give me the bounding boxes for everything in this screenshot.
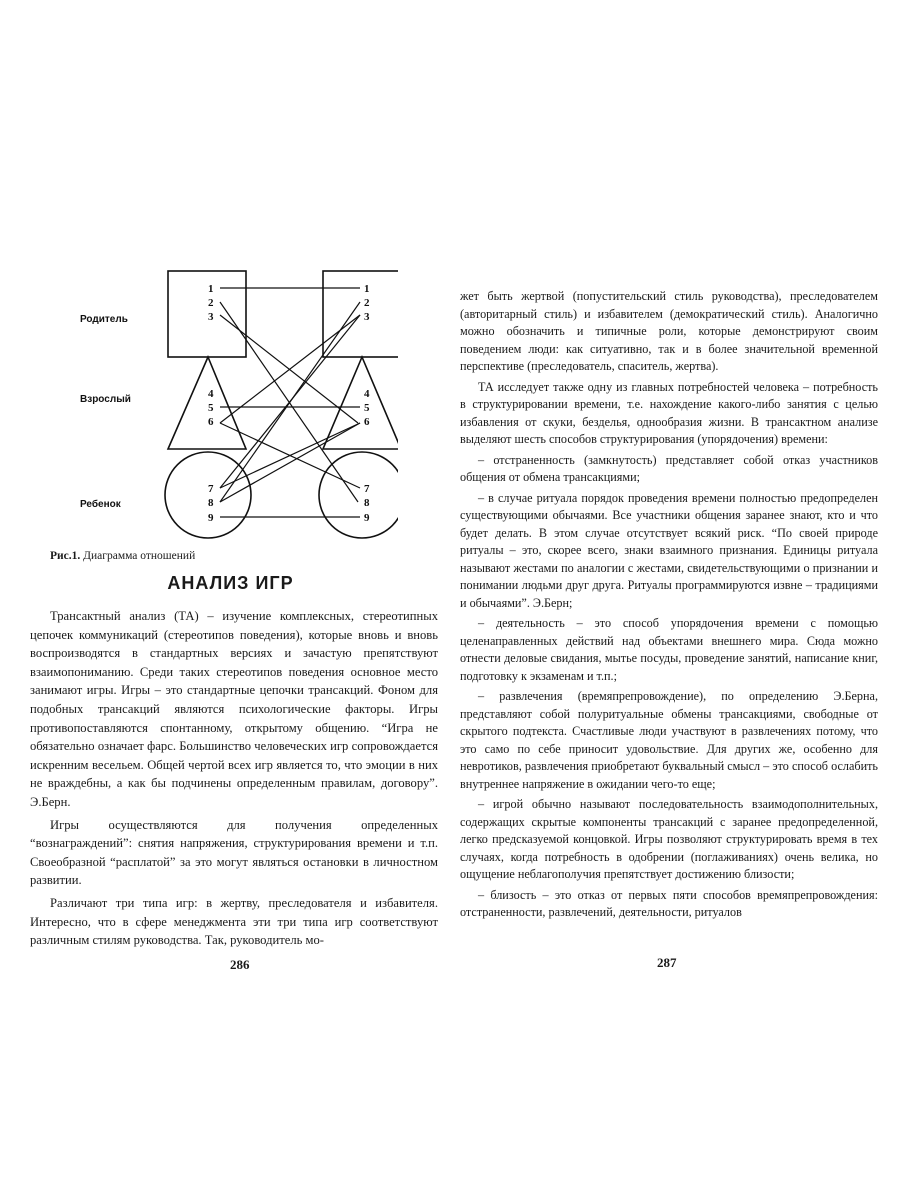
left-num-3: 3 — [208, 311, 214, 323]
left-text — [30, 607, 438, 954]
left-num-1: 1 — [208, 283, 214, 295]
level-label-adult: Взрослый — [80, 394, 131, 405]
left-num-9: 9 — [208, 512, 214, 524]
paragraph: Различают три типа игр: в жертву, преследователя и избавителя. Интересно, что в сфере менеджмента эти три типа игр соответствуют различным стилям руководства. Так, руководитель мо- — [30, 895, 438, 948]
paragraph: жет быть жертвой (попустительский стиль руководства), преследователем (авторитарный стиль) и избавителем (демократический стиль). Аналогично можно обозначить и типичные роли, которые демонстрируют своим поведением люди: как ситуативно, так и в более значительной временной перспективе (преследователь, спаситель, жертва). — [460, 289, 878, 373]
left-num-5: 5 — [208, 402, 214, 414]
paragraph: – близость – это отказ от первых пяти способов времяпрепровождения: отстраненности, развлечений, деятельности, ритуалов — [460, 887, 878, 919]
left-page — [18, 215, 443, 985]
right-num-9: 9 — [364, 512, 370, 524]
figure-caption — [50, 550, 195, 562]
caption-text: Диаграмма отношений — [83, 550, 196, 562]
page-number-right: 287 — [657, 955, 677, 970]
right-num-1: 1 — [364, 283, 370, 295]
left-num-2: 2 — [208, 297, 214, 309]
paragraph: Трансактный анализ (ТА) – изучение комплексных, стереотипных цепочек коммуникаций (стереотипов поведения), которые вновь и вновь воспроизводятся в стандартных версиях и зачастую препятствуют взаимопониманию. Среди таких стереотипов поведения основное место занимают игры. Игры – это стандартные цепочки трансакций. Фоном для подобных трансакций являются психологические факторы. Игры противопоставляются спонтанному, открытому общению. “Игра не обязательно означает фарс. Большинство человеческих игр сопровождается искренним весельем. Общей чертой всех игр является то, что эмоции в них не враждебны, а как бы подчинены определенным правилам, договору”. Э.Берн. — [30, 609, 438, 809]
right-text — [460, 288, 878, 925]
right-num-5: 5 — [364, 402, 370, 414]
paragraph: ТА исследует также одну из главных потребностей человека – потребность в структурировании времени, т.е. нахождение какого-либо занятия с целью избавления от скуки, безделья, однообразия жизни. В трансактном анализе выделяют шесть способов структурирования (упорядочения) времени: — [460, 379, 878, 446]
left-num-7: 7 — [208, 483, 214, 495]
level-label-parent: Родитель — [80, 314, 128, 325]
right-num-8: 8 — [364, 497, 370, 509]
level-label-child: Ребенок — [80, 499, 121, 510]
paragraph: – отстраненность (замкнутость) представляет собой отказ участников общения от обмена трансакциями; — [460, 452, 878, 484]
right-num-2: 2 — [364, 297, 370, 309]
right-num-7: 7 — [364, 483, 370, 495]
paragraph: – деятельность – это способ упорядочения времени с помощью целенаправленных действий над объектами внешнего мира. Сюда можно отнести деловые свидания, мытье посуды, проведение занятий, написание книг, подготовку к экзаменам и т.п.; — [460, 616, 878, 683]
paragraph: – развлечения (времяпрепровождение), по определению Э.Берна, представляют собой полуритуальные обмены трансакциями, свободные от скрытого подтекста. Счастливые люди участвуют в развлечениях потому, что это само по себе приносит удовольствие. Для других же, особенно для невротиков, развлечения приобретают буквальный смысл – это способ ослабить внутреннее напряжение в ожидании чего-то еще; — [460, 689, 878, 791]
page-number-left: 286 — [230, 957, 250, 972]
parent-box-right — [323, 271, 398, 357]
left-num-4: 4 — [208, 388, 214, 400]
paragraph: – в случае ритуала порядок проведения времени полностью предопределен существующими обычаями. Все участники общения заранее знают, кто и что будет делать. В этом случае отсутствует всякий риск. “По своей природе ритуалы – это, скорее всего, знаки взаимного признания. Единицы ритуала называют жестами по аналогии с жестами, свидетельствующими о признании и понимании людьми друг друга. Ритуалы программируются извне – традициями и обычаями”. Э.Берн; — [460, 490, 878, 610]
left-num-6: 6 — [208, 416, 214, 428]
right-num-6: 6 — [364, 416, 370, 428]
right-page — [452, 215, 882, 985]
parent-box-left — [168, 271, 246, 357]
book-spread — [0, 215, 900, 985]
right-num-3: 3 — [364, 311, 370, 323]
paragraph: – игрой обычно называют последовательность взаимодополнительных, содержащих скрытые компоненты трансакций с заранее предопределенной, легко предсказуемой концовкой. Игры позволяют структурировать время в тех случаях, когда потребность в одобрении (поглаживаниях) очень велика, но ощущение неблагополучия препятствует достижению близости; — [460, 797, 878, 881]
transaction-lines — [220, 288, 360, 517]
paragraph: Игры осуществляются для получения определенных “вознаграждений”: снятия напряжения, структурирования времени и т.п. Своеобразной “расплатой” за это могут являться остановки в личностном развитии. — [30, 817, 438, 888]
adult-triangle-left — [168, 357, 246, 449]
right-num-4: 4 — [364, 388, 370, 400]
left-num-8: 8 — [208, 497, 214, 509]
relationship-diagram — [38, 255, 398, 545]
caption-label: Рис.1. — [50, 550, 81, 562]
section-heading: АНАЛИЗ ИГР — [167, 573, 294, 593]
child-circle-right — [319, 452, 398, 538]
